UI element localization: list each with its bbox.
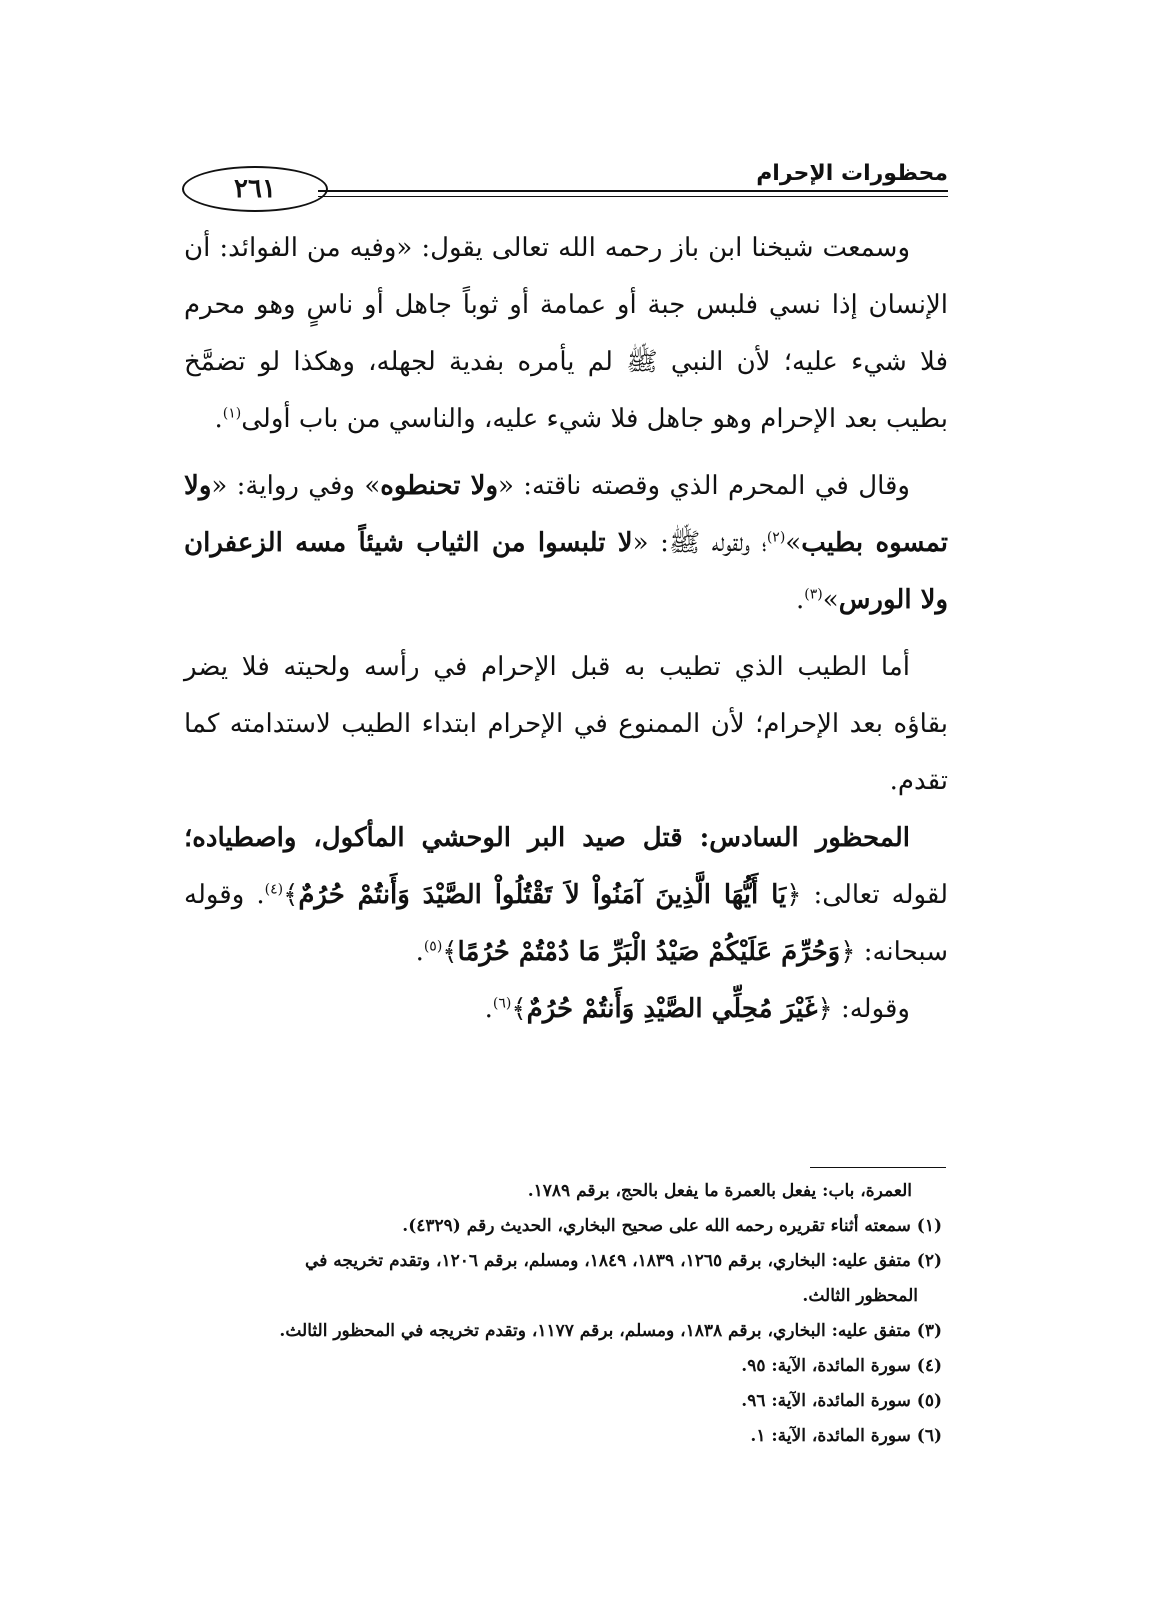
footnote-6: (٦) سورة المائدة، الآية: ١. [750, 1426, 942, 1446]
hadith-quote-3: لا تلبسوا من الثياب شيئاً مسه الزعفران ولا الورس [184, 528, 948, 615]
paragraph-1-text: وسمعت شيخنا ابن باز رحمه الله تعالى يقول: «وفيه من الفوائد: أن الإنسان إذا نسي فلبس جبة أو عمامة أو ثوباً جاهل أو ناسٍ وهو محرم فلا شيء عليه؛ لأن النبي ﷺ لم يأمره بفدية لجهله، وهكذا لو تضمَّخ بطيب بعد الإحرام وهو جاهل فلا شيء عليه، والناسي من باب أولى [184, 233, 948, 434]
page-header [182, 160, 948, 220]
footnote-ref-2: (٢) [766, 529, 786, 546]
paragraph-4-text: ﴾ [442, 937, 458, 967]
footnote-5: (٥) سورة المائدة، الآية: ٩٦. [741, 1391, 942, 1411]
footnote-ref-4: (٤) [264, 881, 284, 898]
paragraph-2-end: . [796, 585, 805, 615]
footnote-carryover: العمرة، باب: يفعل بالعمرة ما يفعل بالحج، برقم ١٧٨٩. [527, 1181, 912, 1201]
header-rule-thin [318, 196, 948, 197]
page-number: ٢٦١ [234, 174, 276, 204]
hadith-quote-2: ولا تمسوه بطيب [184, 471, 948, 558]
paragraph-2-text: وقال في المحرم الذي وقصته ناقته: « [498, 471, 910, 501]
section-heading: المحظور السادس: قتل صيد البر الوحشي المأكول، واصطياده؛ [184, 823, 910, 853]
quran-verse-1: يَا أَيُّهَا الَّذِينَ آمَنُواْ لاَ تَقْتُلُواْ الصَّيْدَ وَأَنتُمْ حُرُمٌ [298, 880, 787, 910]
footnotes [184, 1174, 942, 1454]
paragraph-3: أما الطيب الذي تطيب به قبل الإحرام في رأسه ولحيته فلا يضر بقاؤه بعد الإحرام؛ لأن الممنوع في الإحرام ابتداء الطيب لاستدامته كما تقدم. [184, 652, 948, 796]
paragraph-4-text: لقوله تعالى: ﴿ [786, 880, 948, 910]
quran-verse-3: غَيْرَ مُحِلِّي الصَّيْدِ وَأَنتُمْ حُرُمٌ [526, 994, 818, 1024]
paragraph-1-end: . [214, 404, 223, 434]
paragraph-4 [184, 810, 948, 981]
chapter-title: محظورات الإحرام [756, 161, 948, 186]
paragraph-4-text: . وقوله سبحانه: ﴿ [184, 880, 948, 967]
paragraph-2-text: » [785, 528, 802, 558]
paragraph-2-text: » [822, 585, 839, 615]
footnote-ref-5: (٥) [423, 938, 443, 955]
paragraph-5-text: وقوله: ﴿ [817, 994, 910, 1024]
footnote-4: (٤) سورة المائدة، الآية: ٩٥. [741, 1356, 942, 1376]
paragraph-4-end: . [415, 937, 424, 967]
page-number-oval [182, 166, 328, 212]
hadith-quote-1: ولا تحنطوه [380, 471, 499, 501]
footnote-2: (٢) متفق عليه: البخاري، برقم ١٢٦٥، ١٨٣٩، ١٨٤٩، ومسلم، برقم ١٢٠٦، وتقدم تخريجه في [305, 1251, 942, 1271]
paragraph-2-text: » وفي رواية: « [211, 471, 381, 501]
footnote-2-continuation: المحظور الثالث. [802, 1286, 918, 1306]
paragraph-5 [184, 981, 948, 1038]
footnote-ref-3: (٣) [804, 586, 823, 603]
paragraph-5-end: . [484, 994, 493, 1024]
paragraph-5-text: ﴾ [511, 994, 527, 1024]
paragraph-2-text: ؛ ولقوله ﷺ: « [632, 528, 767, 558]
footnote-1: (١) سمعته أثناء تقريره رحمه الله على صحيح البخاري، الحديث رقم (٤٣٢٩). [402, 1216, 942, 1236]
footnote-separator [810, 1167, 946, 1168]
paragraph-4-text: ﴾ [283, 880, 299, 910]
footnote-ref-6: (٦) [492, 995, 512, 1012]
paragraph-2 [184, 458, 948, 629]
footnote-ref-1: (١) [222, 405, 242, 422]
footnote-3: (٣) متفق عليه: البخاري، برقم ١٨٣٨، ومسلم، برقم ١١٧٧، وتقدم تخريجه في المحظور الثالث. [279, 1321, 942, 1341]
main-text [184, 220, 948, 1038]
quran-verse-2: وَحُرِّمَ عَلَيْكُمْ صَيْدُ الْبَرِّ مَا دُمْتُمْ حُرُمًا [457, 937, 841, 967]
header-rule [318, 190, 948, 192]
paragraph-1 [184, 220, 948, 448]
